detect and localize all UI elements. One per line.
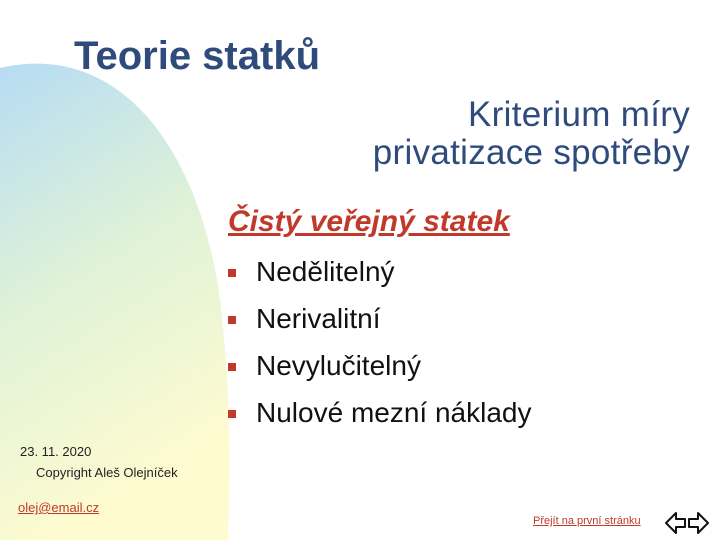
first-page-link[interactable]: Přejít na první stránku <box>533 515 641 527</box>
square-bullet-icon <box>228 410 236 418</box>
subtitle-line-1: Kriterium míry <box>468 95 690 134</box>
subtitle-line-2: privatizace spotřeby <box>372 133 690 172</box>
list-item-label: Nerivalitní <box>256 303 381 334</box>
footer-copyright: Copyright Aleš Olejníček <box>36 465 178 480</box>
square-bullet-icon <box>228 269 236 277</box>
bullet-list <box>228 252 531 440</box>
slide-subtitle <box>373 96 690 172</box>
square-bullet-icon <box>228 363 236 371</box>
list-item-label: Nulové mezní náklady <box>256 397 532 428</box>
list-item <box>228 393 531 440</box>
list-item <box>228 252 531 299</box>
footer-date: 23. 11. 2020 <box>20 444 92 459</box>
list-item-label: Nevylučitelný <box>256 350 421 381</box>
list-item <box>228 299 531 346</box>
email-link[interactable]: olej@email.cz <box>18 500 100 515</box>
section-heading: Čistý veřejný statek <box>228 205 510 238</box>
square-bullet-icon <box>228 316 236 324</box>
nav-arrows-icon[interactable] <box>664 510 710 536</box>
list-item-label: Nedělitelný <box>256 256 395 287</box>
list-item <box>228 346 531 393</box>
slide-title: Teorie statků <box>74 34 320 78</box>
